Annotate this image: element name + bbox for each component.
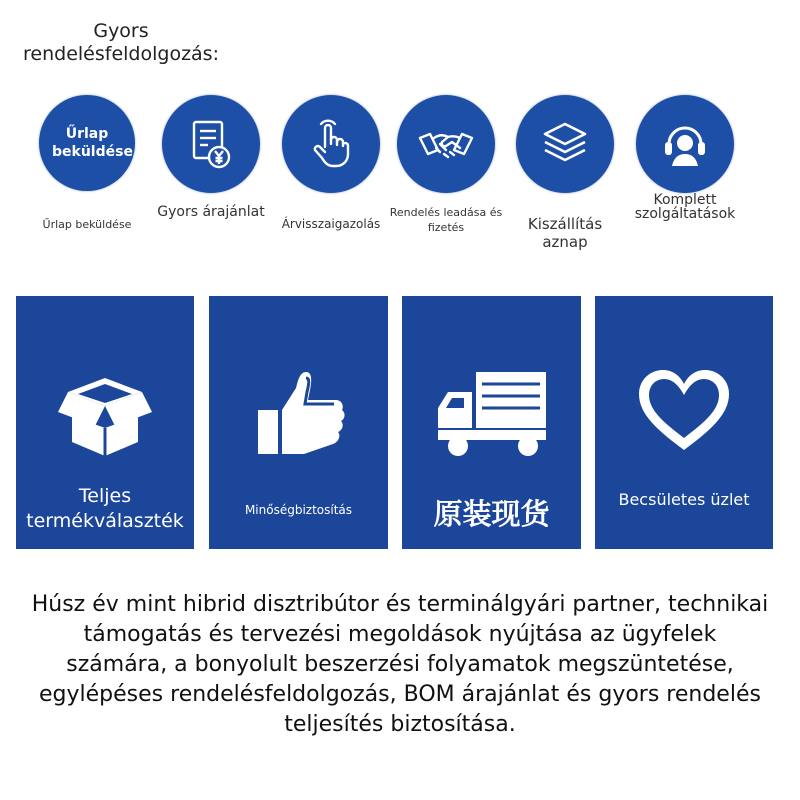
- thumbs-up-icon: [239, 358, 359, 468]
- handshake-icon: [397, 95, 495, 193]
- delivery-truck-icon: [432, 358, 552, 468]
- step-label-form-submission: Űrlap beküldése: [42, 218, 132, 231]
- step-label-quick-quote: Gyors árajánlat: [157, 204, 265, 220]
- step-same-day-delivery: [505, 95, 625, 251]
- page-title: Gyors rendelésfeldolgozás:: [23, 20, 219, 65]
- feature-label-full-range: Teljes termékválaszték: [26, 485, 184, 532]
- layers-icon: [516, 95, 614, 193]
- feature-tile-honest-business: [595, 296, 773, 549]
- step-complete-services: [625, 95, 745, 221]
- open-box-icon: [45, 358, 165, 468]
- feature-tile-quality-assurance: [209, 296, 388, 549]
- form-submission-badge: [39, 95, 135, 191]
- step-order-and-payment: [386, 95, 506, 235]
- feature-label-original-stock: 原装现货: [433, 497, 550, 531]
- headset-support-icon: [636, 95, 734, 193]
- feature-label-honest-business: Becsületes üzlet: [618, 490, 750, 509]
- heart-icon: [624, 358, 744, 468]
- step-form-submission: [27, 95, 147, 231]
- company-description: Húsz év mint hibrid disztribútor és terminálgyári partner, technikai támogatás és tervezési megoldások nyújtása az ügyfelek számára, a bonyolult beszerzési folyamatok megszüntetése, egylépéses rendelésfeldolgozás, BOM árajánlat és gyors rendelés teljesítés biztosítása.: [31, 592, 769, 737]
- feature-tiles: [0, 296, 800, 550]
- step-label-same-day-delivery: Kiszállítás aznap: [527, 215, 603, 251]
- step-label-order-and-payment: Rendelés leadása és fizetés: [389, 206, 503, 234]
- feature-tile-original-stock: [402, 296, 581, 549]
- step-label-complete-services: Komplett szolgáltatások: [634, 192, 736, 222]
- process-steps: [0, 0, 800, 270]
- pointing-hand-icon: [282, 95, 380, 193]
- quote-document-yuan-icon: [162, 95, 260, 193]
- step-label-price-confirmation: Árvisszaigazolás: [281, 217, 381, 231]
- step-price-confirmation: [271, 95, 391, 231]
- step-quick-quote: [151, 95, 271, 221]
- feature-label-quality-assurance: Minőségbiztosítás: [244, 503, 353, 517]
- form-submission-badge-text: Űrlap beküldése: [52, 126, 133, 160]
- feature-tile-full-range: [16, 296, 194, 549]
